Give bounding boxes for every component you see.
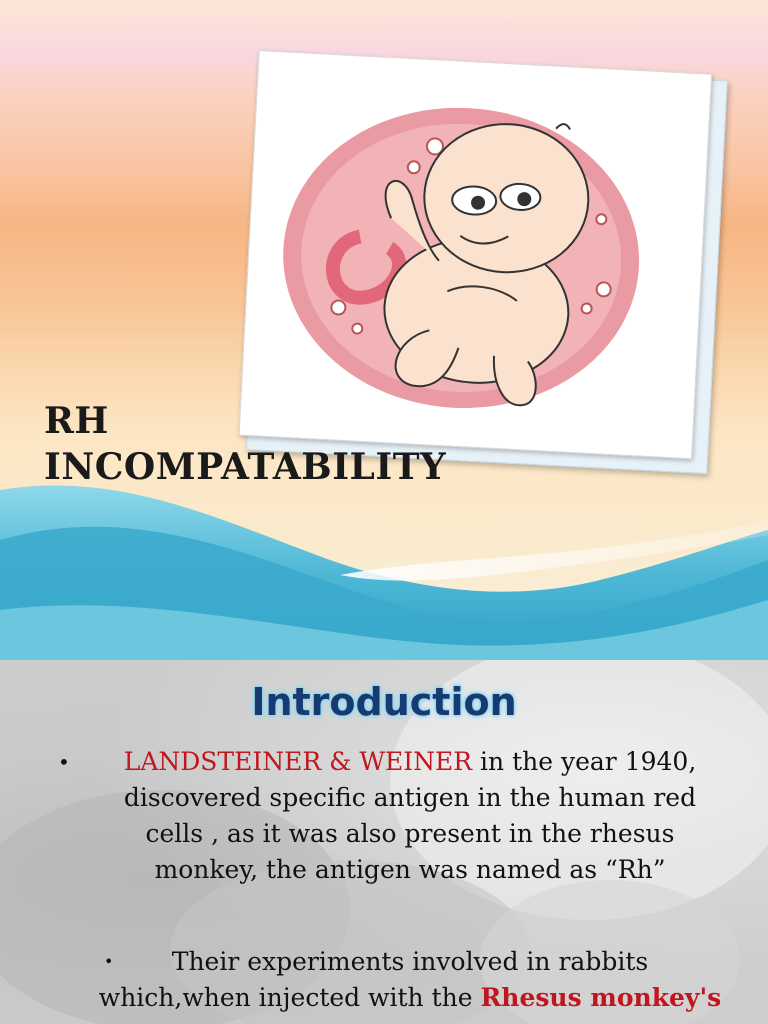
slide-title [44,398,446,490]
bullet-1-line-3: cells , as it was also present in the rhesus [145,819,675,848]
bullet-1-line-2: discovered specific antigen in the human red [123,783,697,812]
bullet-2-line-2: which,when injected with the [98,983,481,1012]
slide-heading: Introduction [251,680,517,724]
bullet-1-line-4: monkey, the antigen was named as “Rh” [154,855,666,884]
bullet-2-line-1: Their experiments involved in rabbits [171,947,649,976]
bullet-1-highlight: LANDSTEINER & WEINER [123,747,473,776]
title-line-1: RH [44,400,109,442]
bullet-2-highlight: Rhesus monkey's [480,983,722,1012]
bullet-dot: • [58,750,70,774]
bullet-1 [58,744,740,888]
title-line-2: INCOMPATABILITY [44,446,447,488]
introduction-slide [0,660,768,1024]
bullet-1-line-1: in the year 1940, [472,747,697,776]
bullet-2 [80,944,740,1016]
bullet-dot: • [104,952,114,971]
